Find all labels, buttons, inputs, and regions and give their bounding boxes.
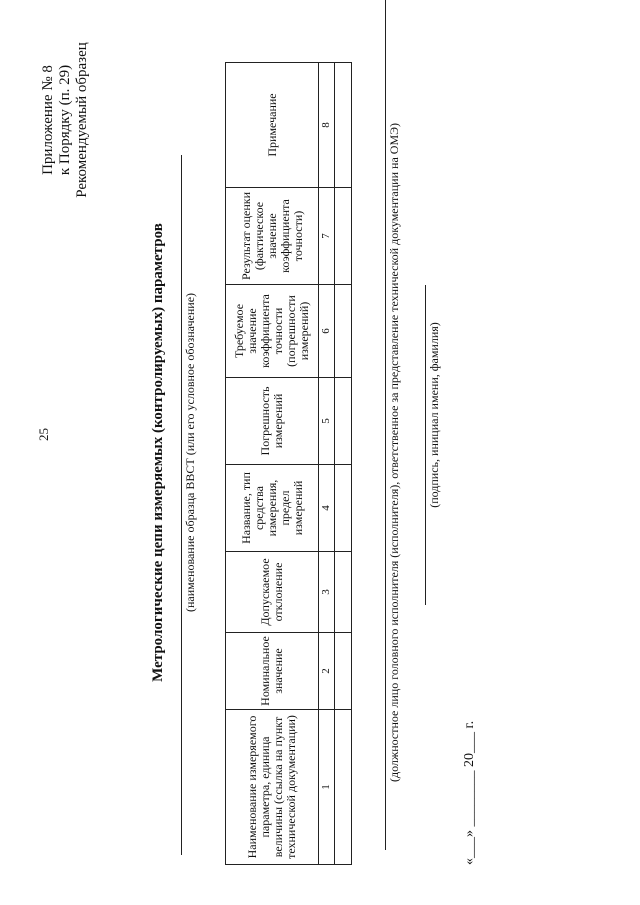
name-signature-line — [425, 285, 426, 605]
name-caption: (подпись, инициал имени, фамилия) — [427, 322, 441, 508]
header-required-coefficient: Требуемое значение коэффициента точности (погрешности измерений) — [226, 285, 319, 378]
table-cell — [335, 633, 352, 710]
table-header-row — [226, 63, 319, 865]
table-cell — [335, 188, 352, 285]
table-cell — [335, 552, 352, 633]
header-nominal: Номинальное значение — [226, 633, 319, 710]
appendix-header — [40, 0, 91, 240]
header-result: Результат оценки (фактическое значение коэффициента точности) — [226, 188, 319, 285]
column-number: 7 — [319, 188, 335, 285]
column-number: 2 — [319, 633, 335, 710]
table-row — [335, 63, 352, 865]
appendix-number: Приложение № 8 — [40, 65, 56, 175]
column-number: 8 — [319, 63, 335, 188]
position-signature-line — [385, 0, 386, 850]
header-error: Погрешность измерений — [226, 378, 319, 465]
sample-name-line — [181, 155, 182, 855]
column-number: 5 — [319, 378, 335, 465]
header-tolerance: Допускаемое отклонение — [226, 552, 319, 633]
position-caption: (должностное лицо головного исполнителя (исполнителя), ответственное за представление технической документации на ОМЭ) — [387, 122, 401, 783]
column-number: 6 — [319, 285, 335, 378]
date-line: «___» ________ 20___ г. — [462, 720, 477, 865]
document-title: Метрологические цепи измеряемых (контролируемых) параметров — [150, 223, 166, 682]
metrology-table — [225, 62, 352, 865]
sample-name-caption: (наименование образца ВВСТ (или его условное обозначение) — [183, 292, 197, 613]
header-note: Примечание — [226, 63, 319, 188]
header-parameter: Наименование измеряемого параметра, единица величины (ссылка на пункт технической документации) — [226, 710, 319, 865]
column-number: 4 — [319, 465, 335, 552]
page-number: 25 — [36, 428, 51, 441]
appendix-reference: к Порядку (п. 29) — [57, 64, 73, 176]
table-number-row — [319, 63, 335, 865]
table-cell — [335, 285, 352, 378]
table-cell — [335, 465, 352, 552]
column-number: 1 — [319, 710, 335, 865]
column-number: 3 — [319, 552, 335, 633]
header-instrument: Название, тип средства измерения, предел измерений — [226, 465, 319, 552]
table-cell — [335, 710, 352, 865]
table-cell — [335, 63, 352, 188]
appendix-sample-note: Рекомендуемый образец — [74, 42, 90, 198]
table-cell — [335, 378, 352, 465]
